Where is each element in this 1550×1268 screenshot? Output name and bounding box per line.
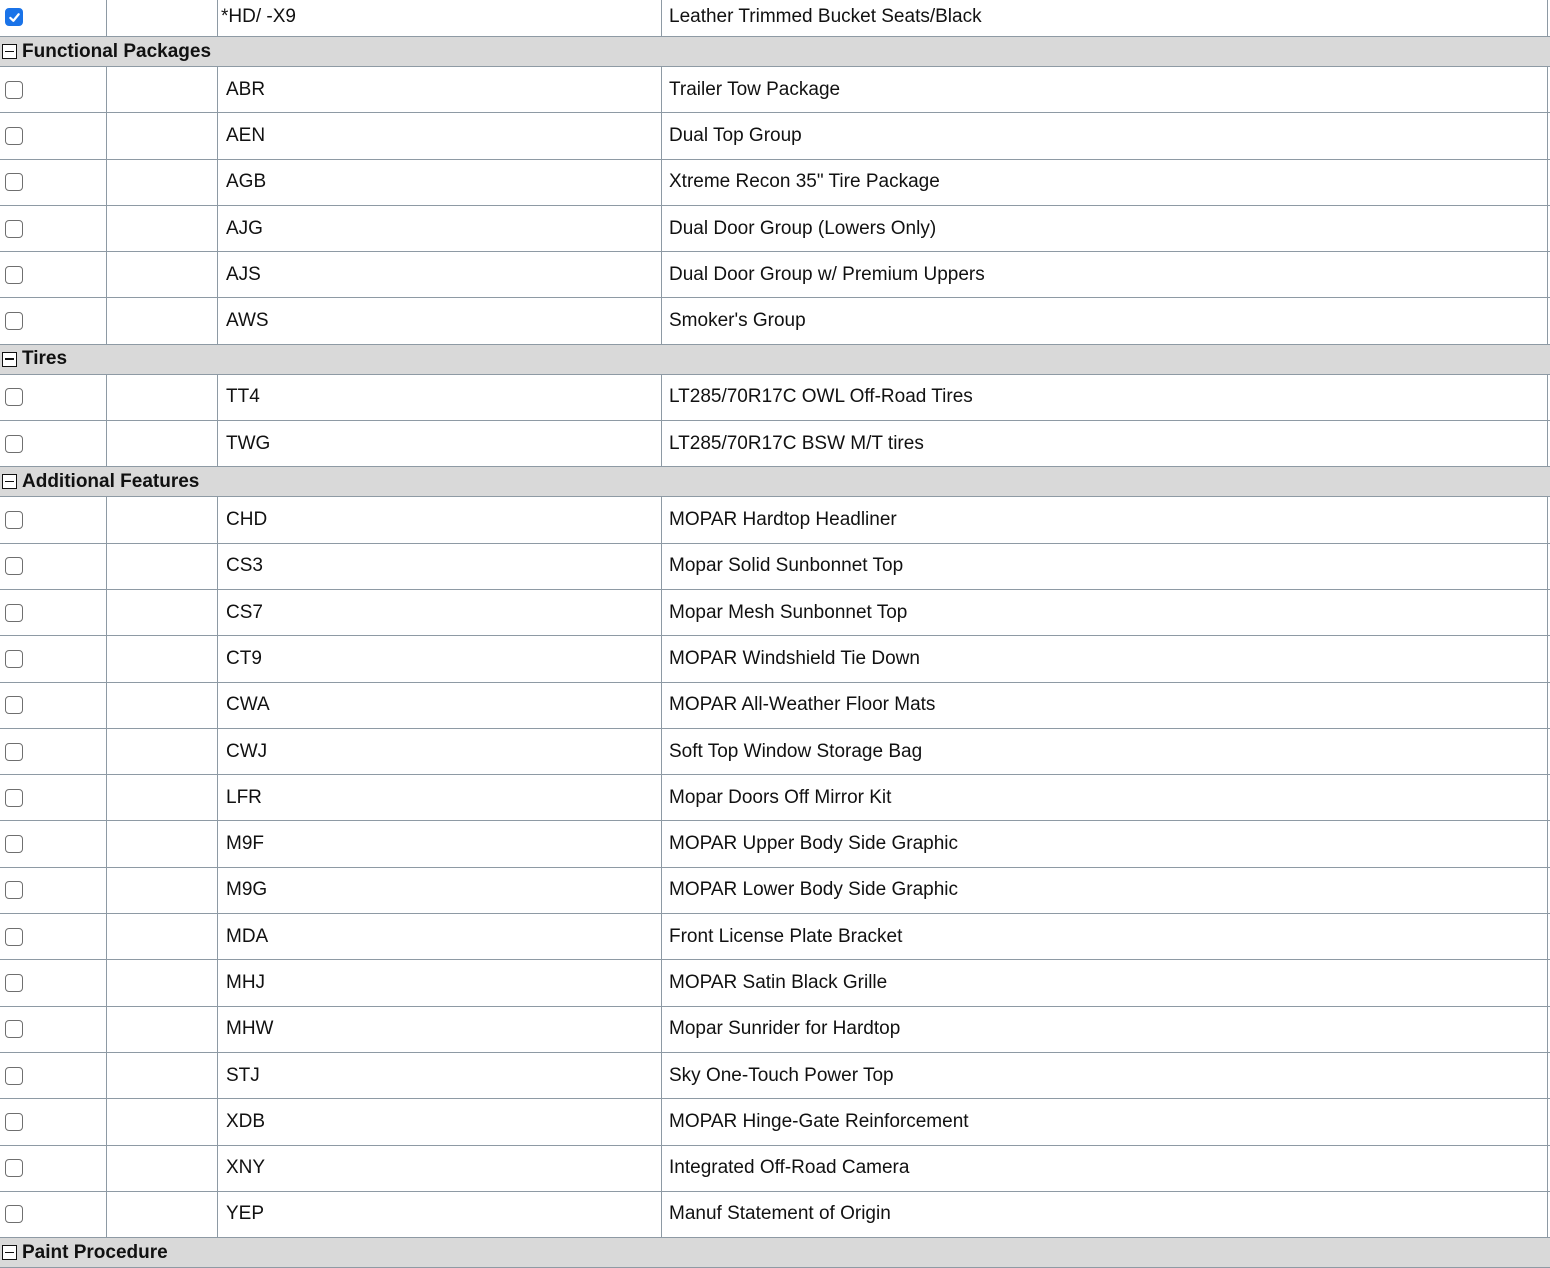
checkmark-icon [8, 11, 21, 24]
option-code: LFR [218, 775, 662, 820]
option-code: MDA [218, 914, 662, 959]
option-row [0, 1053, 1550, 1099]
option-row [0, 0, 1550, 37]
blank-cell [107, 113, 218, 158]
option-description: LT285/70R17C OWL Off-Road Tires [662, 375, 1548, 420]
option-code: TWG [218, 421, 662, 466]
option-checkbox[interactable] [5, 1159, 23, 1177]
option-row [0, 67, 1550, 113]
checkbox-cell [0, 1192, 107, 1237]
option-row [0, 590, 1550, 636]
option-checkbox[interactable] [5, 604, 23, 622]
option-code: AJS [218, 252, 662, 297]
collapse-minus-icon[interactable] [2, 474, 17, 489]
option-code: XNY [218, 1146, 662, 1191]
option-description: Manuf Statement of Origin [662, 1192, 1548, 1237]
option-row [0, 960, 1550, 1006]
blank-cell [107, 683, 218, 728]
checkbox-cell [0, 298, 107, 343]
option-row [0, 206, 1550, 252]
option-checkbox[interactable] [5, 974, 23, 992]
group-header[interactable] [0, 1238, 1550, 1268]
option-code: CS3 [218, 544, 662, 589]
blank-cell [107, 252, 218, 297]
option-code: M9F [218, 821, 662, 866]
blank-cell [107, 914, 218, 959]
checkbox-cell [0, 1099, 107, 1144]
blank-cell [107, 1053, 218, 1098]
option-row [0, 1099, 1550, 1145]
checkbox-cell [0, 113, 107, 158]
group-title: Paint Procedure [22, 1241, 168, 1263]
checkbox-cell [0, 497, 107, 542]
collapse-minus-icon[interactable] [2, 352, 17, 367]
option-row [0, 1007, 1550, 1053]
blank-cell [107, 1192, 218, 1237]
option-description: Leather Trimmed Bucket Seats/Black [662, 0, 1548, 36]
option-code: YEP [218, 1192, 662, 1237]
checkbox-cell [0, 1007, 107, 1052]
option-row [0, 636, 1550, 682]
option-row [0, 421, 1550, 467]
option-checkbox[interactable] [5, 127, 23, 145]
option-description: MOPAR Hardtop Headliner [662, 497, 1548, 542]
option-code: CT9 [218, 636, 662, 681]
blank-cell [107, 497, 218, 542]
option-code: CWJ [218, 729, 662, 774]
blank-cell [107, 160, 218, 205]
option-row [0, 160, 1550, 206]
option-checkbox[interactable] [5, 266, 23, 284]
option-description: MOPAR Windshield Tie Down [662, 636, 1548, 681]
option-checkbox[interactable] [5, 696, 23, 714]
option-code: TT4 [218, 375, 662, 420]
option-code: CWA [218, 683, 662, 728]
blank-cell [107, 590, 218, 635]
checkbox-cell [0, 821, 107, 866]
blank-cell [107, 636, 218, 681]
checkbox-cell [0, 636, 107, 681]
option-checkbox[interactable] [5, 650, 23, 668]
option-description: Sky One-Touch Power Top [662, 1053, 1548, 1098]
blank-cell [107, 775, 218, 820]
option-row [0, 914, 1550, 960]
checkbox-cell [0, 683, 107, 728]
blank-cell [107, 0, 218, 36]
blank-cell [107, 1007, 218, 1052]
option-row [0, 868, 1550, 914]
option-checkbox[interactable] [5, 743, 23, 761]
option-description: Mopar Doors Off Mirror Kit [662, 775, 1548, 820]
checkbox-cell [0, 252, 107, 297]
option-code: AEN [218, 113, 662, 158]
option-code: CS7 [218, 590, 662, 635]
group-header[interactable] [0, 345, 1550, 375]
option-code: *HD/ -X9 [218, 0, 662, 36]
option-checkbox[interactable] [5, 388, 23, 406]
collapse-minus-icon[interactable] [2, 44, 17, 59]
group-title: Functional Packages [22, 40, 212, 62]
option-code: M9G [218, 868, 662, 913]
option-row [0, 683, 1550, 729]
option-description: Dual Door Group w/ Premium Uppers [662, 252, 1548, 297]
option-code: AWS [218, 298, 662, 343]
option-code: MHW [218, 1007, 662, 1052]
option-description: Integrated Off-Road Camera [662, 1146, 1548, 1191]
option-code: AJG [218, 206, 662, 251]
checkbox-cell [0, 160, 107, 205]
checkbox-cell [0, 67, 107, 112]
option-row [0, 1192, 1550, 1238]
option-description: Smoker's Group [662, 298, 1548, 343]
option-checkbox[interactable] [5, 173, 23, 191]
option-checkbox[interactable] [5, 435, 23, 453]
option-description: MOPAR Satin Black Grille [662, 960, 1548, 1005]
option-description: MOPAR Upper Body Side Graphic [662, 821, 1548, 866]
option-checkbox[interactable] [5, 881, 23, 899]
group-title: Additional Features [22, 470, 200, 492]
option-row [0, 252, 1550, 298]
option-description: MOPAR All-Weather Floor Mats [662, 683, 1548, 728]
blank-cell [107, 960, 218, 1005]
option-description: LT285/70R17C BSW M/T tires [662, 421, 1548, 466]
option-code: STJ [218, 1053, 662, 1098]
option-code: XDB [218, 1099, 662, 1144]
checkbox-cell [0, 868, 107, 913]
option-row [0, 1146, 1550, 1192]
option-description: Mopar Sunrider for Hardtop [662, 1007, 1548, 1052]
option-row [0, 544, 1550, 590]
checkbox-cell [0, 960, 107, 1005]
checkbox-cell [0, 914, 107, 959]
option-code: AGB [218, 160, 662, 205]
group-header[interactable] [0, 467, 1550, 497]
checkbox-cell [0, 206, 107, 251]
option-checkbox[interactable] [5, 1205, 23, 1223]
checkbox-cell [0, 775, 107, 820]
blank-cell [107, 729, 218, 774]
option-description: Mopar Solid Sunbonnet Top [662, 544, 1548, 589]
option-description: MOPAR Hinge-Gate Reinforcement [662, 1099, 1548, 1144]
option-description: Soft Top Window Storage Bag [662, 729, 1548, 774]
option-checkbox[interactable] [5, 511, 23, 529]
blank-cell [107, 206, 218, 251]
option-code: ABR [218, 67, 662, 112]
option-row [0, 298, 1550, 344]
option-code: MHJ [218, 960, 662, 1005]
option-checkbox[interactable] [5, 557, 23, 575]
blank-cell [107, 421, 218, 466]
blank-cell [107, 67, 218, 112]
option-checkbox[interactable] [5, 8, 23, 26]
checkbox-cell [0, 729, 107, 774]
blank-cell [107, 1146, 218, 1191]
option-description: Front License Plate Bracket [662, 914, 1548, 959]
group-title: Tires [22, 348, 68, 370]
option-checkbox[interactable] [5, 1020, 23, 1038]
option-checkbox[interactable] [5, 789, 23, 807]
option-row [0, 775, 1550, 821]
blank-cell [107, 868, 218, 913]
option-checkbox[interactable] [5, 1113, 23, 1131]
option-description: MOPAR Lower Body Side Graphic [662, 868, 1548, 913]
option-groups [0, 37, 1550, 1268]
option-description: Trailer Tow Package [662, 67, 1548, 112]
blank-cell [107, 821, 218, 866]
blank-cell [107, 375, 218, 420]
checkbox-cell [0, 0, 107, 36]
group-header[interactable] [0, 37, 1550, 67]
option-checkbox[interactable] [5, 835, 23, 853]
option-code: CHD [218, 497, 662, 542]
option-description: Xtreme Recon 35" Tire Package [662, 160, 1548, 205]
checkbox-cell [0, 375, 107, 420]
option-description: Dual Top Group [662, 113, 1548, 158]
option-description: Mopar Mesh Sunbonnet Top [662, 590, 1548, 635]
blank-cell [107, 1099, 218, 1144]
option-row [0, 821, 1550, 867]
blank-cell [107, 298, 218, 343]
checkbox-cell [0, 544, 107, 589]
option-checkbox[interactable] [5, 928, 23, 946]
option-checkbox[interactable] [5, 312, 23, 330]
option-checkbox[interactable] [5, 81, 23, 99]
checkbox-cell [0, 590, 107, 635]
checkbox-cell [0, 1146, 107, 1191]
option-checkbox[interactable] [5, 220, 23, 238]
option-row [0, 497, 1550, 543]
option-row [0, 375, 1550, 421]
option-row [0, 113, 1550, 159]
option-row [0, 729, 1550, 775]
option-checkbox[interactable] [5, 1067, 23, 1085]
option-description: Dual Door Group (Lowers Only) [662, 206, 1548, 251]
checkbox-cell [0, 421, 107, 466]
checkbox-cell [0, 1053, 107, 1098]
blank-cell [107, 544, 218, 589]
collapse-minus-icon[interactable] [2, 1245, 17, 1260]
